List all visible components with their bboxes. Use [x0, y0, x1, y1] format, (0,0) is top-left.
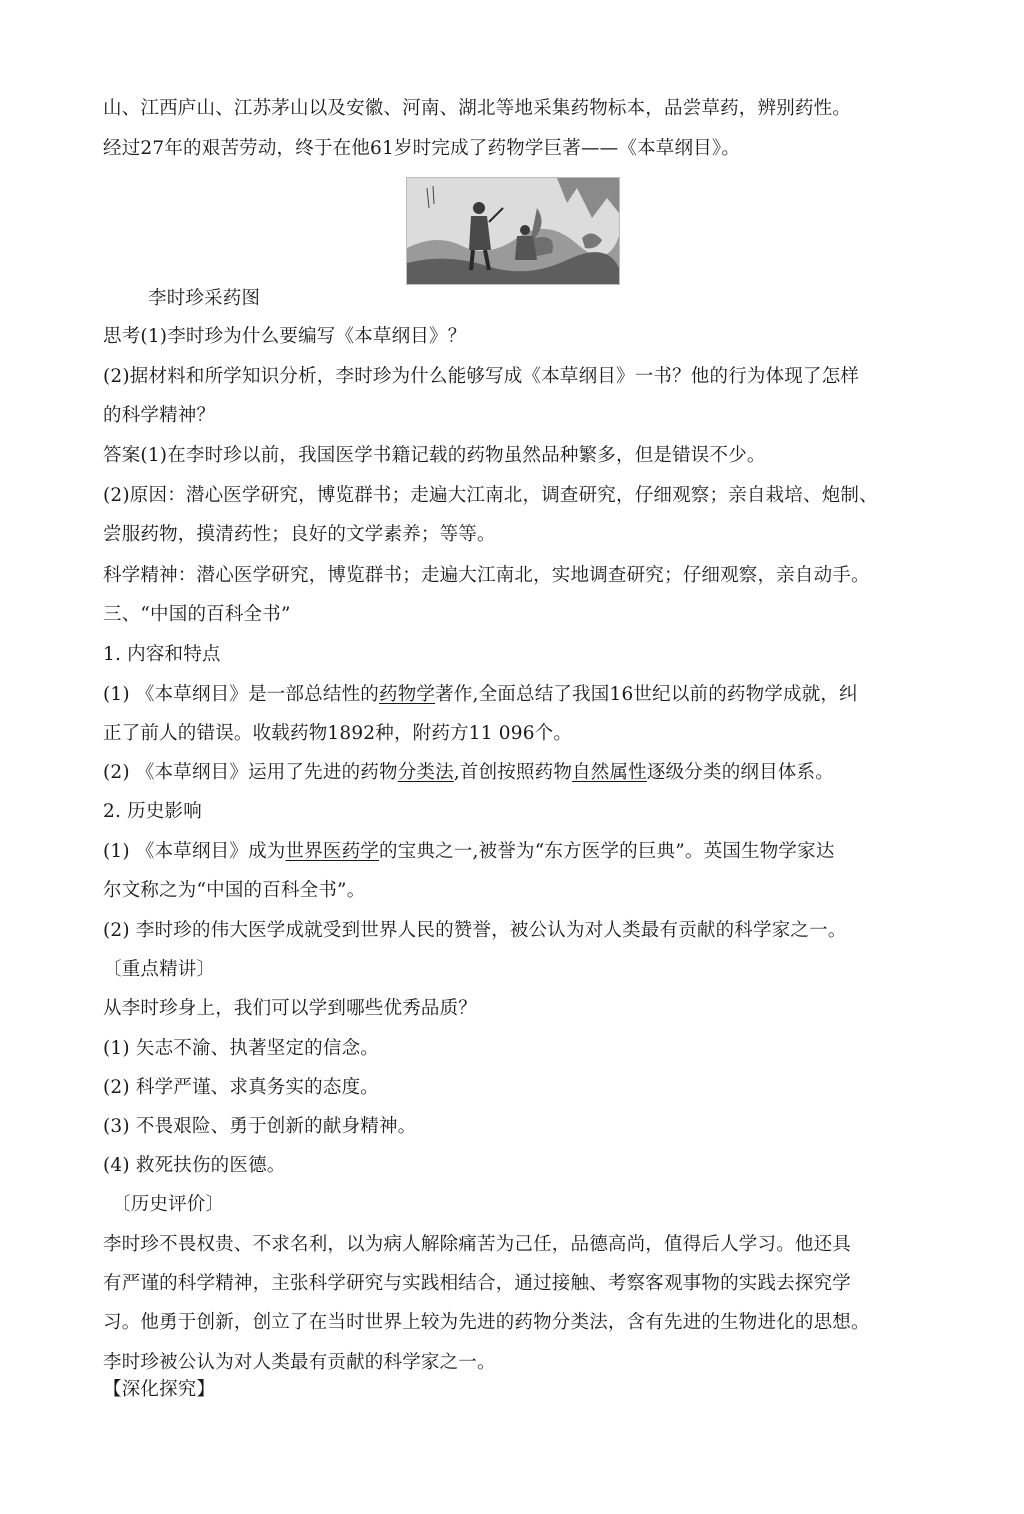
- text-run: (2) 《本草纲目》运用了先进的药物: [103, 762, 398, 783]
- subheading-content-features: 1. 内容和特点: [103, 644, 221, 665]
- think-question-2-line-2: 的科学精神？: [103, 405, 216, 426]
- intro-line-1: 山、江西庐山、江苏茅山以及安徽、河南、湖北等地采集药物标本，品尝草药，辨别药性。: [103, 98, 852, 119]
- key-points-heading: 〔重点精讲〕: [103, 959, 216, 980]
- evaluation-heading: 〔历史评价〕: [112, 1194, 225, 1215]
- think-question-1: 思考(1)李时珍为什么要编写《本草纲目》？: [103, 326, 467, 347]
- li-shizhen-herb-picking-illustration: [406, 177, 620, 285]
- underlined-term: 世界医药学: [285, 841, 380, 862]
- answer-1: 答案(1)在李时珍以前，我国医学书籍记载的药物虽然品种繁多，但是错误不少。: [103, 445, 766, 466]
- influence-point-1-line-2: 尔文称之为“中国的百科全书”。: [103, 880, 366, 901]
- text-run: 逐级分类的纲目体系。: [646, 762, 834, 783]
- key-points-question: 从李时珍身上，我们可以学到哪些优秀品质？: [103, 998, 478, 1019]
- text-run: 著作,全面总结了我国16世纪以前的药物学成就，纠: [435, 684, 858, 705]
- key-point-item: (2) 科学严谨、求真务实的态度。: [103, 1077, 379, 1098]
- answer-2-line-1: (2)原因：潜心医学研究，博览群书；走遍大江南北，调查研究，仔细观察；亲自栽培、炮制、: [103, 485, 878, 506]
- text-run: 的宝典之一,被誉为“东方医学的巨典”。英国生物学家达: [379, 841, 835, 862]
- text-run: ,首创按照药物: [453, 762, 573, 783]
- evaluation-line: 李时珍被公认为对人类最有贡献的科学家之一。: [103, 1352, 496, 1373]
- underlined-term: 自然属性: [572, 762, 647, 783]
- evaluation-line: 习。他勇于创新，创立了在当时世界上较为先进的药物分类法，含有先进的生物进化的思想。: [103, 1312, 870, 1333]
- content-point-2: [103, 760, 834, 786]
- influence-point-2: (2) 李时珍的伟大医学成就受到世界人民的赞誉，被公认为对人类最有贡献的科学家之一。: [103, 920, 847, 941]
- underlined-term: 药物学: [379, 684, 436, 705]
- text-run: (1) 《本草纲目》成为: [103, 841, 286, 862]
- key-point-item: (4) 救死扶伤的医德。: [103, 1155, 286, 1176]
- answer-2-line-2: 尝服药物，摸清药性；良好的文学素养；等等。: [103, 524, 496, 545]
- scientific-spirit: 科学精神：潜心医学研究，博览群书；走遍大江南北，实地调查研究；仔细观察，亲自动手。: [103, 565, 870, 586]
- key-point-item: (1) 矢志不渝、执著坚定的信念。: [103, 1038, 379, 1059]
- intro-line-2: 经过27年的艰苦劳动，终于在他61岁时完成了药物学巨著——《本草纲目》。: [103, 138, 741, 159]
- content-point-1-line-1: [103, 682, 858, 708]
- text-run: (1) 《本草纲目》是一部总结性的: [103, 684, 379, 705]
- think-question-2-line-1: (2)据材料和所学知识分析，李时珍为什么能够写成《本草纲目》一书？他的行为体现了怎样: [103, 366, 860, 387]
- figure-caption: 李时珍采药图: [148, 288, 261, 309]
- evaluation-line: 有严谨的科学精神，主张科学研究与实践相结合，通过接触、考察客观事物的实践去探究学: [103, 1273, 852, 1294]
- underlined-term: 分类法: [397, 762, 454, 783]
- subheading-historical-influence: 2. 历史影响: [103, 801, 202, 822]
- evaluation-line: 李时珍不畏权贵、不求名利，以为病人解除痛苦为己任，品德高尚，值得后人学习。他还具: [103, 1234, 852, 1255]
- influence-point-1-line-1: [103, 839, 835, 865]
- deepen-heading: 【深化探究】: [103, 1379, 216, 1400]
- content-point-1-line-2: 正了前人的错误。收载药物1892种，附药方11 096个。: [103, 723, 573, 744]
- key-point-item: (3) 不畏艰险、勇于创新的献身精神。: [103, 1116, 417, 1137]
- section-3-heading: 三、“中国的百科全书”: [103, 604, 291, 625]
